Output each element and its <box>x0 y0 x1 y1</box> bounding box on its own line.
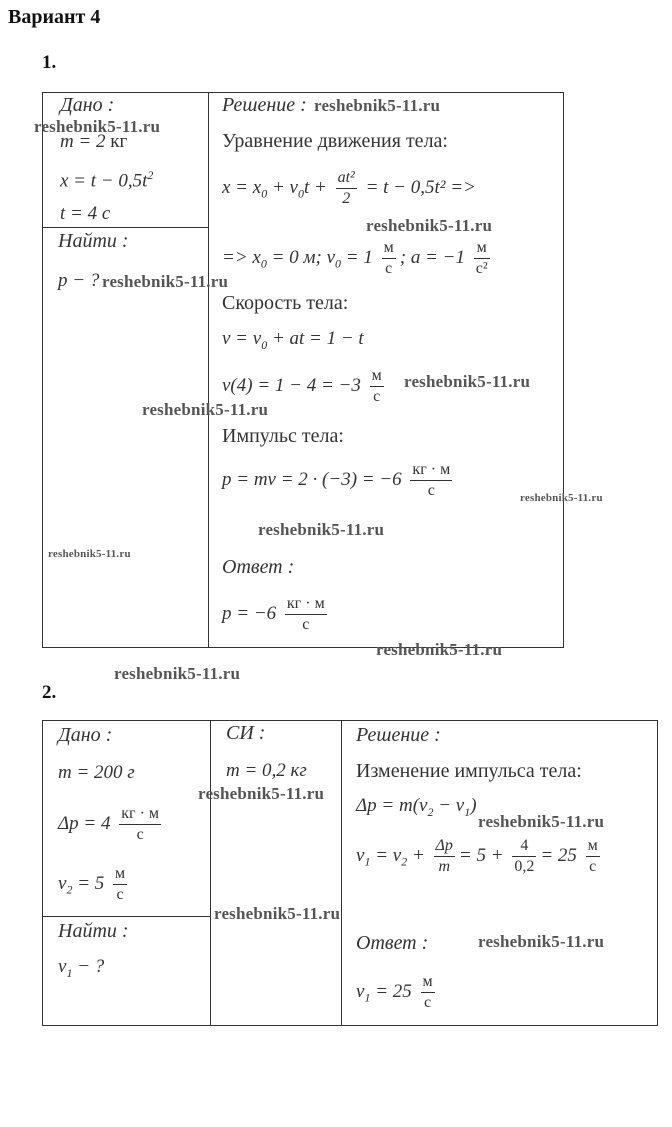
watermark: reshebnik5-11.ru <box>198 784 325 803</box>
problem-2-number: 2. <box>42 682 57 703</box>
watermark: reshebnik5-11.ru <box>404 372 531 391</box>
problem-2-divider-2 <box>341 720 342 1026</box>
watermark: reshebnik5-11.ru <box>366 216 493 235</box>
watermark: reshebnik5-11.ru <box>102 272 229 291</box>
p2-answer-label: Ответ : <box>356 932 429 954</box>
p1-answer-label: Ответ : <box>222 556 295 578</box>
problem-1-given-find-divider <box>42 227 208 228</box>
p1-given-label: Дано : <box>60 94 115 116</box>
watermark: reshebnik5-11.ru <box>520 492 603 504</box>
p1-impulse-equation: p = mv = 2 · (−3) = −6 $\frac{кг \cdot м}{c}$ <box>222 461 451 499</box>
p1-initial-values: => $x_0 = 0$ м; $v_0 = 1$ $\frac{м}{c}$ ; a = −1 $\frac{м}{\text{c²}}$ <box>222 239 488 277</box>
page-title: Вариант 4 <box>8 6 101 28</box>
problem-2-given-find-divider <box>42 916 210 917</box>
p2-given-label: Дано : <box>58 724 113 746</box>
watermark: reshebnik5-11.ru <box>214 904 341 923</box>
problem-1-number: 1. <box>42 52 57 73</box>
p2-find-v1: $v_1$ − ? <box>58 956 105 980</box>
p1-motion-equation: $x = x_0 + v_0t$ + $\frac{\text{at²}}{2}$ = t − 0,5t² => <box>222 169 476 207</box>
p2-given-v2: $v_2 = 5$ $\frac{м}{c}$ <box>58 865 126 903</box>
p2-given-dp: Δp = 4 $\frac{кг \cdot м}{c}$ <box>58 805 160 843</box>
p2-given-mass: m = 200 г <box>58 762 135 783</box>
p2-dp-equation: $\Delta p = m(v_2 - v_1)$ <box>356 795 477 819</box>
p2-find-label: Найти : <box>58 920 129 942</box>
watermark: reshebnik5-11.ru <box>376 640 503 659</box>
p1-velocity-at-4: v(4) = 1 − 4 = −3 $\frac{м}{c}$ <box>222 367 382 405</box>
watermark: reshebnik5-11.ru <box>114 664 241 683</box>
p1-velocity-equation: $v = v_0$ + at = 1 − t <box>222 328 364 352</box>
p1-find-label: Найти : <box>58 230 129 252</box>
watermark: reshebnik5-11.ru <box>478 812 605 831</box>
problem-2-divider-1 <box>210 720 211 1026</box>
p1-impulse-text: Импульс тела: <box>222 425 344 447</box>
p2-answer: $v_1 = 25$ $\frac{м}{c}$ <box>356 973 433 1011</box>
watermark: reshebnik5-11.ru <box>48 548 131 560</box>
watermark: reshebnik5-11.ru <box>142 400 269 419</box>
watermark: reshebnik5-11.ru <box>314 96 441 115</box>
p2-change-text: Изменение импульса тела: <box>356 760 582 782</box>
watermark: reshebnik5-11.ru <box>478 932 605 951</box>
p1-given-t: t = 4 c <box>60 203 111 224</box>
p2-si-label: СИ : <box>226 722 266 744</box>
p1-speed-text: Скорость тела: <box>222 292 349 314</box>
p1-find-p: p − ? <box>58 270 100 291</box>
p1-answer: p = −6 $\frac{кг \cdot м}{c}$ <box>222 595 325 633</box>
p1-motion-eq-text: Уравнение движения тела: <box>222 130 448 152</box>
watermark: reshebnik5-11.ru <box>34 117 161 136</box>
p1-solution-label: Решение : <box>222 94 307 116</box>
p2-solution-label: Решение : <box>356 724 441 746</box>
watermark: reshebnik5-11.ru <box>258 520 385 539</box>
problem-1-divider <box>208 92 209 648</box>
p2-si-mass: m = 0,2 кг <box>226 760 307 781</box>
p1-given-mass: m = 2 кг <box>60 131 128 152</box>
p2-v1-equation: $v_1 = v_2$ + $\frac{\Delta p}{m}$ = 5 + $\frac{4}{0,2}$ = 25 $\frac{м}{c}$ <box>356 837 598 875</box>
p1-given-x: $x = t - 0,5t^2$ <box>60 168 154 192</box>
